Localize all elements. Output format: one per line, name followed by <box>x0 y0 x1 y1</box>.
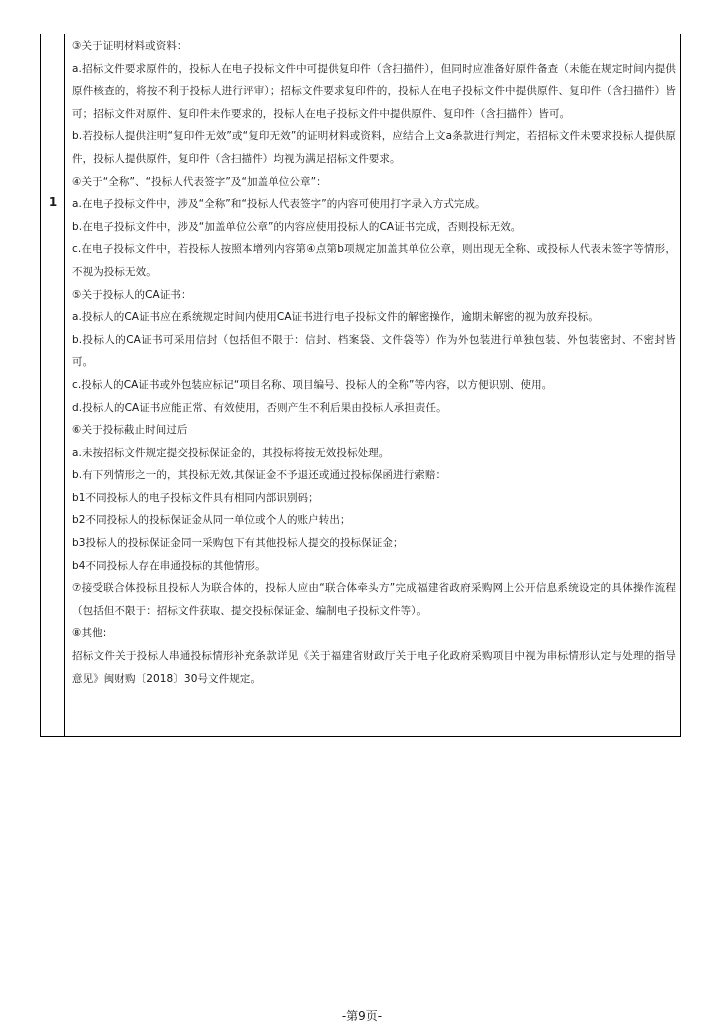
requirements-table <box>40 34 681 737</box>
paragraph-4c: c.在电子投标文件中，若投标人按照本增列内容第④点第b项规定加盖其单位公章，则出现无全称、或投标人代表未签字等情形，不视为投标无效。 <box>72 243 676 278</box>
paragraph-section-3-heading: ③关于证明材料或资料： <box>72 40 188 52</box>
paragraph-6b: b.有下列情形之一的，其投标无效,其保证金不予退还或通过投标保函进行索赔： <box>72 469 447 482</box>
paragraph-3a: a.招标文件要求原件的，投标人在电子投标文件中可提供复印件（含扫描件），但同时应准备好原件备查（未能在规定时间内提供原件核查的，将按不利于投标人进行评审）；招标文件要求复印件的，投标人在电子投标文件中提供原件、复印件（含扫描件）皆可；招标文件对原件、复印件未作要求的，投标人在电子投标文件中提供原件、复印件（含扫描件）皆可。 <box>72 62 676 120</box>
paragraph-8-body: 招标文件关于投标人串通投标情形补充条款详见《关于福建省财政厅关于电子化政府采购项目中视为串标情形认定与处理的指导意见》闽财购〔2018〕30号文件规定。 <box>72 650 676 685</box>
paragraph-4a: a.在电子投标文件中，涉及“全称”和“投标人代表签字”的内容可使用打字录入方式完成。 <box>72 198 486 211</box>
paragraph-5b: b.投标人的CA证书可采用信封（包括但不限于：信封、档案袋、文件袋等）作为外包装进行单独包装、外包装密封、不密封皆可。 <box>72 333 676 369</box>
paragraph-5d: d.投标人的CA证书应能正常、有效使用，否则产生不利后果由投标人承担责任。 <box>72 401 447 414</box>
paragraph-5c: c.投标人的CA证书或外包装应标记“项目名称、项目编号、投标人的全称”等内容，以方便识别、使用。 <box>72 378 553 391</box>
paragraph-4b: b.在电子投标文件中，涉及“加盖单位公章”的内容应使用投标人的CA证书完成，否则投标无效。 <box>72 220 522 233</box>
paragraph-6b1: b1不同投标人的电子投标文件具有相同内部识别码； <box>72 491 319 504</box>
paragraph-6b2: b2不同投标人的投标保证金从同一单位或个人的账户转出； <box>72 514 351 527</box>
paragraph-section-6-heading: ⑥关于投标截止时间过后 <box>72 424 188 437</box>
page-number: -第9页- <box>341 1009 383 1023</box>
paragraph-section-4-heading: ④关于“全称”、“投标人代表签字”及“加盖单位公章”： <box>72 175 327 188</box>
row-number-column <box>41 34 65 736</box>
paragraph-5a: a.投标人的CA证书应在系统规定时间内使用CA证书进行电子投标文件的解密操作，逾期未解密的视为放弃投标。 <box>72 311 599 324</box>
paragraph-6b3: b3投标人的投标保证金同一采购包下有其他投标人提交的投标保证金； <box>72 537 404 550</box>
row-content <box>72 35 676 690</box>
paragraph-6b4: b4不同投标人存在串通投标的其他情形。 <box>72 559 266 572</box>
paragraph-section-7: ⑦接受联合体投标且投标人为联合体的，投标人应由“联合体牵头方”完成福建省政府采购网上公开信息系统设定的具体操作流程（包括但不限于：招标文件获取、提交投标保证金、编制电子投标文件等）。 <box>72 582 676 617</box>
paragraph-section-5-heading: ⑤关于投标人的CA证书： <box>72 288 192 301</box>
paragraph-section-8-heading: ⑧其他: <box>72 627 107 640</box>
row-number: 1 <box>48 195 58 209</box>
paragraph-3b: b.若投标人提供注明“复印件无效”或“复印无效”的证明材料或资料，应结合上文a条款进行判定，若招标文件未要求投标人提供原件，投标人提供原件，复印件（含扫描件）均视为满足招标文件要求。 <box>72 130 676 165</box>
paragraph-6a: a.未按招标文件规定提交投标保证金的，其投标将按无效投标处理。 <box>72 446 390 459</box>
